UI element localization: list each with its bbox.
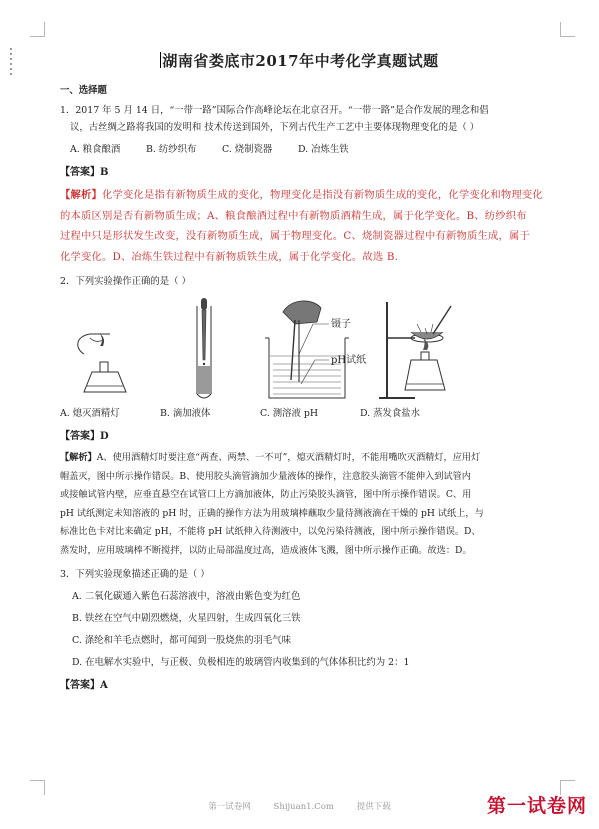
answer-3: 【答案】A	[60, 680, 108, 691]
answer-2: 【答案】D	[60, 431, 109, 442]
question-1-line-2: 议，古丝绸之路将我国的发明和 技术传送到国外，下列古代生产工艺中主要体现物理变化的是（ ）	[70, 122, 480, 133]
page-corner-bottom-left	[30, 780, 45, 795]
label-tweezers: 镊子	[331, 319, 351, 330]
answer-1-value: B	[100, 167, 109, 178]
question-3	[60, 566, 570, 694]
figure-d-evaporation	[375, 294, 465, 404]
question-2	[60, 273, 570, 560]
question-2-stem: 2．下列实验操作正确的是（ ）	[60, 276, 191, 287]
caption-c: C. 测溶液 pH	[260, 408, 319, 419]
figure-b-dropper	[185, 296, 225, 401]
page-corner-top-left	[30, 22, 45, 37]
option-a: A. 粮食酿酒	[70, 144, 121, 155]
figure-a-alcohol-lamp	[70, 324, 140, 399]
section-heading: 一、选择题	[60, 85, 107, 96]
q3-option-a: A. 二氧化碳通入紫色石蕊溶液中，溶液由紫色变为红色	[72, 591, 301, 602]
question-1-line-1: 1．2017 年 5 月 14 日，“一带一路”国际合作高峰论坛在北京召开。“一带一路”是合作发展的理念和倡	[60, 105, 489, 116]
question-1-options	[70, 141, 570, 158]
question-2-figures	[60, 294, 570, 419]
question-1	[60, 102, 570, 267]
q3-option-b: B. 铁丝在空气中剧烈燃烧，火星四射，生成四氧化三铁	[72, 613, 301, 624]
option-c: C. 烧制瓷器	[222, 144, 273, 155]
document-body[interactable]	[60, 78, 570, 698]
caption-a: A. 熄灭酒精灯	[60, 408, 120, 419]
caption-b: B. 滴加液体	[160, 408, 211, 419]
footer-site-name: 第一试卷网	[208, 802, 251, 812]
footer-site-url[interactable]: Shijuan1.Com	[273, 802, 334, 812]
question-3-stem: 3．下列实验现象描述正确的是（ ）	[60, 569, 210, 580]
page-title[interactable]: 湖南省娄底市2017年中考化学真题试题	[162, 52, 439, 70]
q3-option-c: C. 涤纶和羊毛点燃时，都可闻到一股烧焦的羽毛气味	[72, 635, 292, 646]
option-d: D. 冶炼生铁	[298, 144, 349, 155]
figure-c-ph-test	[255, 294, 385, 404]
analysis-2: 【解析】A、使用酒精灯时要注意“两查、两禁、一不可”，熄灭酒精灯时，不能用嘴吹灭酒精灯，应用灯 帽盖灭，图中所示操作错误。B、使用胶头滴管滴加少量液体的操作，注意胶头滴管不能伸入到试管内 或接触试管内壁，应垂直悬空在试管口上方滴加液体，防止污染胶头滴管，图中所示操作错误。C、用 pH 试纸测定未知溶液的 pH 时，正确的操作方法为用玻璃棒蘸取少量待测液滴在干燥的 pH 试纸上，与 标准比色卡对比来确定 pH，不能将 pH 试纸伸入待测液中，以免污染待测液，图中所示操作错误。D、 蒸发时，应用玻璃棒不断搅拌，以防止局部温度过高，造成液体飞溅，图中所示操作正确。故选：D。	[60, 452, 484, 556]
answer-3-value: A	[100, 680, 108, 691]
q3-option-d: D. 在电解水实验中，与正极、负极相连的玻璃管内收集到的气体体积比约为 2：1	[72, 657, 410, 668]
caption-d: D. 蒸发食盐水	[360, 408, 421, 419]
analysis-1: 【解析】化学变化是指有新物质生成的变化，物理变化是指没有新物质生成的变化，化学变化和物理变化 的本质区别是否有新物质生成；A、粮食酿酒过程中有新物质酒精生成，属于化学变化。B、纺纱织布 过程中只是形状发生改变，没有新物质生成，属于物理变化。C、烧制瓷器过程中有新物质生成，属于 化学变化。D、冶炼生铁过程中有新物质铁生成，属于化学变化。故选 B.	[60, 189, 543, 263]
label-ph-paper: pH试纸	[331, 355, 367, 366]
option-b: B. 纺纱织布	[146, 144, 197, 155]
footer-download-note: 提供下载	[356, 802, 391, 812]
page-corner-top-right	[560, 22, 575, 37]
answer-2-value: D	[100, 431, 109, 442]
brand-logo: 第一试卷网	[486, 795, 587, 817]
answer-1: 【答案】B	[60, 167, 109, 178]
